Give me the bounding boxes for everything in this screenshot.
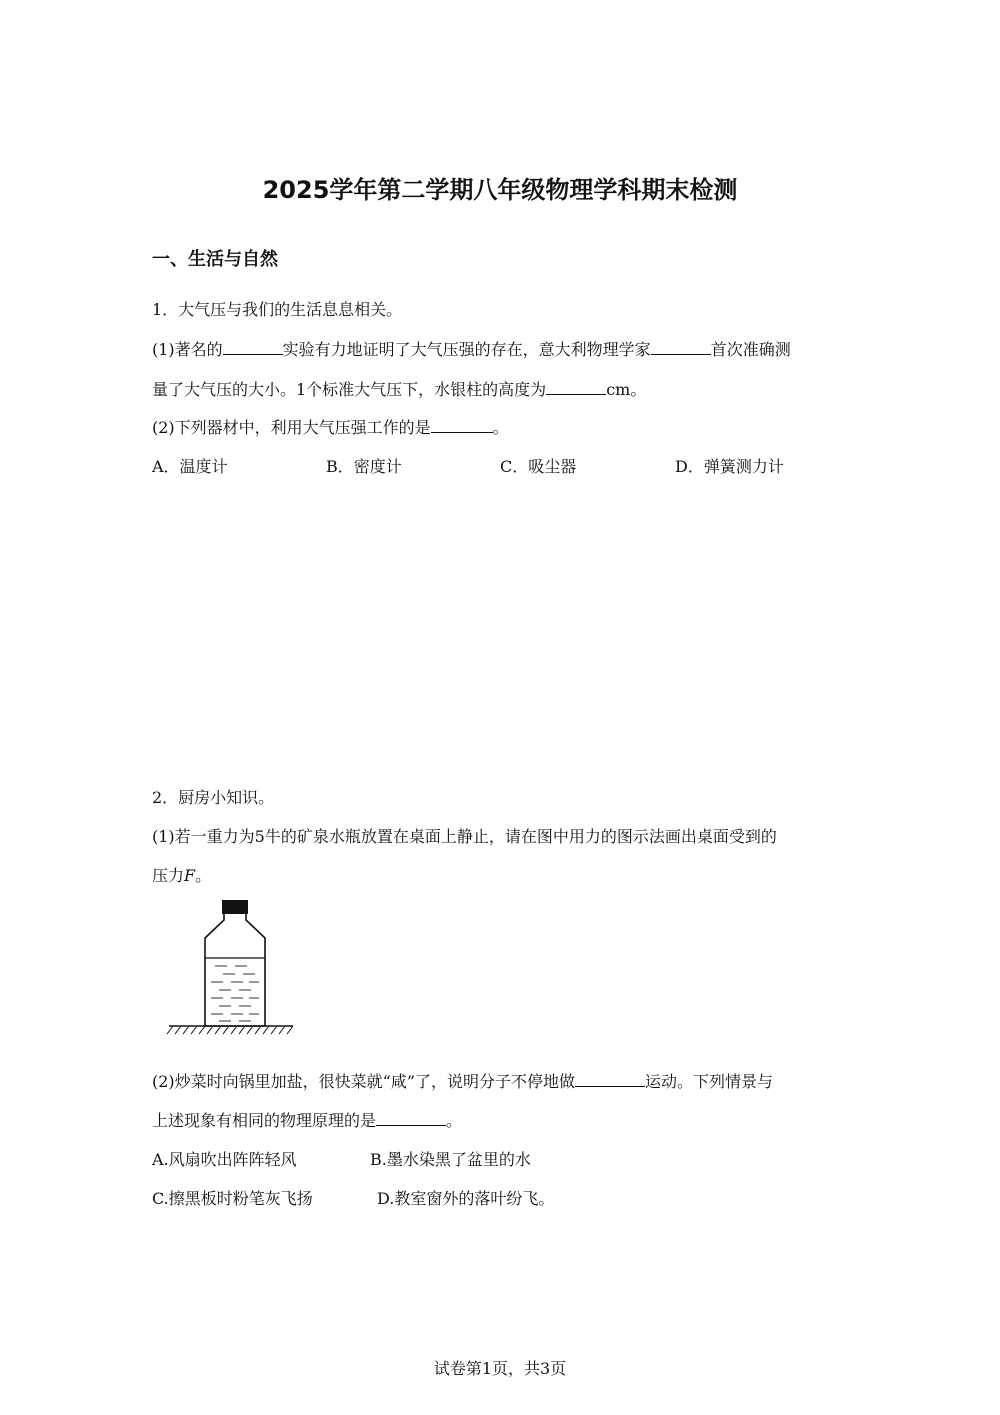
bottle-cap — [222, 900, 248, 914]
q2-part1-line1: (1)若一重力为5牛的矿泉水瓶放置在桌面上静止，请在图中用力的图示法画出桌面受到的 — [152, 827, 777, 846]
water-dashes — [211, 966, 259, 1021]
page-title: 2025学年第二学期八年级物理学科期末检测 — [262, 176, 738, 204]
q1-option-a[interactable]: A．温度计 — [152, 457, 228, 476]
q1-part1-line2 — [152, 378, 646, 402]
force-symbol: F — [184, 866, 196, 885]
answer-blank[interactable] — [546, 378, 606, 395]
q2-p2-text-a: (2)炒菜时向锅里加盐，很快菜就“咸”了，说明分子不停地做 — [152, 1072, 576, 1091]
answer-blank[interactable] — [431, 416, 493, 433]
q1-option-d[interactable]: D．弹簧测力计 — [675, 457, 784, 476]
q1-stem: 1．大气压与我们的生活息息相关。 — [152, 300, 403, 319]
table-hatching — [167, 1026, 293, 1034]
answer-blank[interactable] — [651, 338, 711, 355]
q1-option-b[interactable]: B．密度计 — [326, 457, 402, 476]
bottle-outline — [205, 914, 265, 1026]
q2-p1-text-b: 压力 — [152, 866, 185, 885]
page-footer: 试卷第1页，共3页 — [433, 1359, 567, 1378]
q2-option-b[interactable]: B.墨水染黑了盆里的水 — [370, 1150, 531, 1169]
answer-blank[interactable] — [223, 338, 283, 355]
q2-part2-line1 — [152, 1070, 773, 1094]
answer-blank[interactable] — [575, 1070, 645, 1087]
q1-p1-text-a: (1)著名的 — [152, 340, 223, 359]
q2-part2-line2 — [152, 1109, 462, 1133]
q2-p2-text-c: 上述现象有相同的物理原理的是 — [152, 1111, 377, 1130]
q1-p1-text-c: 首次准确测 — [710, 340, 791, 359]
answer-blank[interactable] — [376, 1109, 446, 1126]
q1-p1-text-e: cm。 — [606, 380, 647, 399]
q2-option-d[interactable]: D.教室窗外的落叶纷飞。 — [377, 1189, 555, 1208]
q1-p1-text-b: 实验有力地证明了大气压强的存在，意大利物理学家 — [282, 340, 651, 359]
q1-p1-text-d: 量了大气压的大小。1个标准大气压下，水银柱的高度为 — [152, 380, 547, 399]
q2-option-a[interactable]: A.风扇吹出阵阵轻风 — [152, 1150, 297, 1169]
q1-part2 — [152, 416, 509, 440]
q1-part1-line1 — [152, 338, 791, 362]
q2-p1-text-c: 。 — [195, 866, 212, 885]
q2-option-c[interactable]: C.擦黑板时粉笔灰飞扬 — [152, 1189, 313, 1208]
q2-p2-text-d: 。 — [446, 1111, 463, 1130]
q1-p2-text-b: 。 — [492, 418, 509, 437]
q1-option-c[interactable]: C．吸尘器 — [500, 457, 577, 476]
q1-p2-text-a: (2)下列器材中，利用大气压强工作的是 — [152, 418, 431, 437]
q2-p2-text-b: 运动。下列情景与 — [645, 1072, 774, 1091]
q2-stem: 2．厨房小知识。 — [152, 788, 275, 807]
bottle-on-table-figure — [165, 898, 300, 1040]
section-heading: 一、生活与自然 — [152, 249, 278, 270]
q2-part1-line2 — [152, 864, 211, 888]
